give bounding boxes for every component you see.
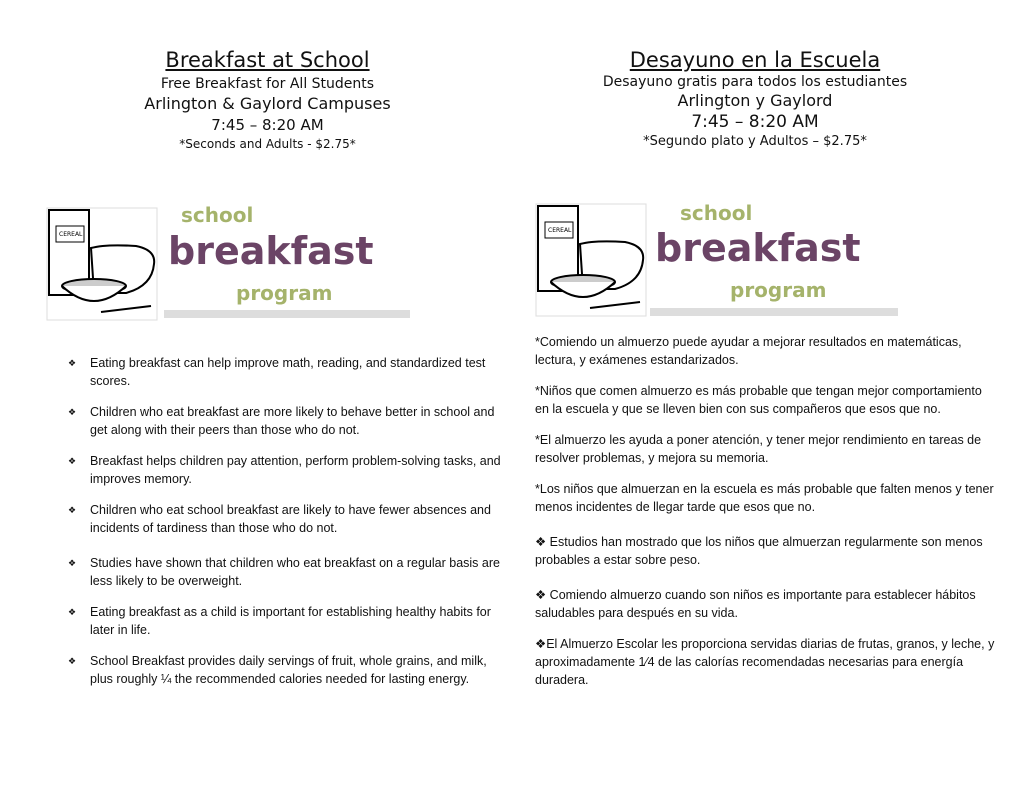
spanish-paragraph: ❖El Almuerzo Escolar les proporciona servidas diarias de frutas, granos, y leche, y aproximadamente 1⁄4 de las calorías recomendadas necesarias para energía duradera. [535,637,995,687]
english-title: Breakfast at School [165,48,370,72]
spanish-paragraph: ❖ Comiendo almuerzo cuando son niños es importante para establecer hábitos saludables para después en su vida. [535,588,976,620]
english-bullet-text: Eating breakfast can help improve math, reading, and standardized test scores. [90,356,486,388]
english-bullet-text: Eating breakfast as a child is important for establishing healthy habits for later in life. [90,605,491,637]
cereal-label: CEREAL [548,227,572,234]
diamond-bullet-icon: ❖ [68,456,77,466]
spanish-title: Desayuno en la Escuela [629,48,881,72]
logo-word-program: program [730,278,827,302]
english-header [60,48,475,151]
school-breakfast-logo-spanish [535,198,905,323]
logo-word-breakfast: breakfast [168,229,374,273]
spanish-time: 7:45 – 8:20 AM [691,112,819,132]
diamond-bullet-icon: ❖ [68,656,77,666]
english-bullet-text: School Breakfast provides daily servings of fruit, whole grains, and milk, plus roughly ¼ the recommended calories needed for lasting energy. [90,654,487,686]
english-campuses: Arlington & Gaylord Campuses [144,94,391,113]
english-bullet [68,652,508,688]
spanish-paragraph: *Comiendo un almuerzo puede ayudar a mejorar resultados en matemáticas, lectura, y exámenes estandarizados. [535,335,962,367]
english-bullet-text: Breakfast helps children pay attention, perform problem-solving tasks, and improves memory. [90,454,501,486]
diamond-bullet-icon: ❖ [68,558,77,568]
english-bullet [68,354,508,390]
spanish-paragraph: *El almuerzo les ayuda a poner atención, y tener mejor rendimiento en tareas de resolver problemas, y mejora su memoria. [535,433,982,465]
spanish-header [545,48,965,149]
diamond-bullet-icon: ❖ [68,607,77,617]
spanish-paragraph: ❖ Estudios han mostrado que los niños que almuerzan regularmente son menos probables a estar sobre peso. [535,535,983,567]
spanish-campuses: Arlington y Gaylord [677,91,833,110]
spanish-note: *Segundo plato y Adultos – $2.75* [643,134,867,149]
diamond-bullet-icon: ❖ [68,358,77,368]
cereal-label: CEREAL [59,231,83,238]
english-time: 7:45 – 8:20 AM [211,116,324,134]
english-bullet-text: Studies have shown that children who eat breakfast on a regular basis are less likely to be overweight. [90,556,500,588]
spanish-paragraph: *Niños que comen almuerzo es más probable que tengan mejor comportamiento en la escuela y que se lleven bien con sus compañeros que esos que no. [535,384,982,416]
english-bullet [68,554,508,590]
logo-word-breakfast: breakfast [655,226,861,270]
english-bullet-text: Children who eat breakfast are more likely to behave better in school and get along with their peers than those who do not. [90,405,495,437]
english-bullet-text: Children who eat school breakfast are likely to have fewer absences and incidents of tardiness than those who do not. [90,503,491,535]
spanish-paragraph-list [535,333,995,689]
cereal-illustration-icon [535,198,905,323]
cereal-illustration-icon [46,198,416,323]
english-bullet [68,501,508,537]
english-bullet [68,403,508,439]
diamond-bullet-icon: ❖ [68,505,77,515]
school-breakfast-logo-english [46,198,416,323]
logo-word-school: school [680,201,753,225]
logo-word-school: school [181,203,254,227]
english-bullet [68,603,508,639]
english-bullet-list [68,354,508,688]
logo-word-program: program [236,281,333,305]
diamond-bullet-icon: ❖ [68,407,77,417]
english-note: *Seconds and Adults - $2.75* [179,137,356,151]
english-bullet [68,452,508,488]
spanish-paragraph: *Los niños que almuerzan en la escuela es más probable que falten menos y tener menos incidentes de llegar tarde que esos que no. [535,482,994,514]
english-subtitle: Free Breakfast for All Students [160,76,375,92]
spanish-subtitle: Desayuno gratis para todos los estudiantes [602,74,908,90]
